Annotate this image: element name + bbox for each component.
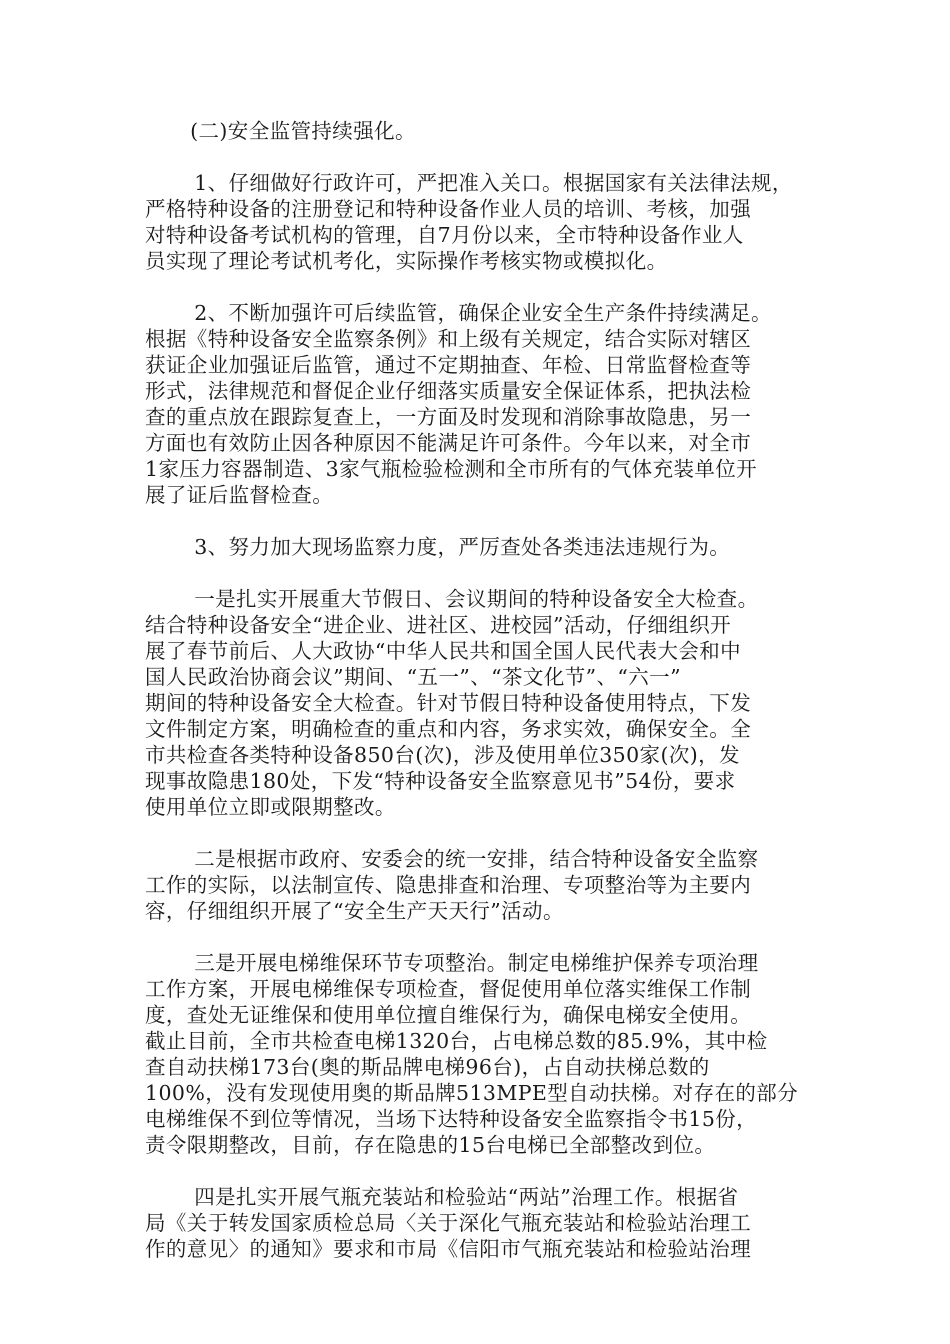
paragraph-4: 一是扎实开展重大节假日、会议期间的特种设备安全大检查。 结合特种设备安全“进企业、进社区、进校园”活动，仔细组织开 展了春节前后、人大政协“中华人民共和国全国人民代表大会和中 国人民政治协商会议”期间、“五一”、“茶文化节”、“六一” 期间的特种设备安全大检查。针对节假日特种设备使用特点，下发 文件制定方案，明确检查的重点和内容，务求实效，确保安全。全 市共检查各类特种设备850台(次)，涉及使用单位350家(次)，发 现事故隐患180处，下发“特种设备安全监察意见书”54份，要求 使用单位立即或限期整改。 (145, 587, 759, 819)
paragraph-7: 四是扎实开展气瓶充装站和检验站“两站”治理工作。根据省 局《关于转发国家质检总局〈关于深化气瓶充装站和检验站治理工 作的意见〉的通知》要求和市局《信阳市气瓶充装站和检验站治理 (145, 1185, 752, 1261)
paragraph-3: 3、努力加大现场监察力度，严厉查处各类违法违规行为。 (194, 535, 731, 559)
paragraph-5: 二是根据市政府、安委会的统一安排，结合特种设备安全监察 工作的实际，以法制宣传、隐患排查和治理、专项整治等为主要内 容，仔细组织开展了“安全生产天天行”活动。 (145, 847, 759, 923)
paragraph-2: 2、不断加强许可后续监管，确保企业安全生产条件持续满足。 根据《特种设备安全监察条例》和上级有关规定，结合实际对辖区 获证企业加强证后监管，通过不定期抽查、年检、日常监督检查等 形式，法律规范和督促企业仔细落实质量安全保证体系，把执法检 查的重点放在跟踪复查上，一方面及时发现和消除事故隐患，另一 方面也有效防止因各种原因不能满足许可条件。今年以来，对全市 1家压力容器制造、3家气瓶检验检测和全市所有的气体充装单位开 展了证后监督检查。 (145, 301, 772, 507)
document-body (145, 118, 807, 1288)
section-heading: (二)安全监管持续强化。 (190, 119, 416, 143)
paragraph-1: 1、仔细做好行政许可，严把准入关口。根据国家有关法律法规， 严格特种设备的注册登记和特种设备作业人员的培训、考核，加强 对特种设备考试机构的管理，自7月份以来，全市特种设备作业人 员实现了理论考试机考化，实际操作考核实物或模拟化。 (145, 171, 793, 273)
paragraph-6: 三是开展电梯维保环节专项整治。制定电梯维护保养专项治理 工作方案，开展电梯维保专项检查，督促使用单位落实维保工作制 度，查处无证维保和使用单位擅自维保行为，确保电梯安全使用。 截止目前，全市共检查电梯1320台，占电梯总数的85.9%，其中检 查自动扶梯173台(奥的斯品牌电梯96台)，占自动扶梯总数的 100%，没有发现使用奥的斯品牌513MPE型自动扶梯。对存在的部分 电梯维保不到位等情况，当场下达特种设备安全监察指令书15份， 责令限期整改，目前，存在隐患的15台电梯已全部整改到位。 (145, 951, 799, 1157)
